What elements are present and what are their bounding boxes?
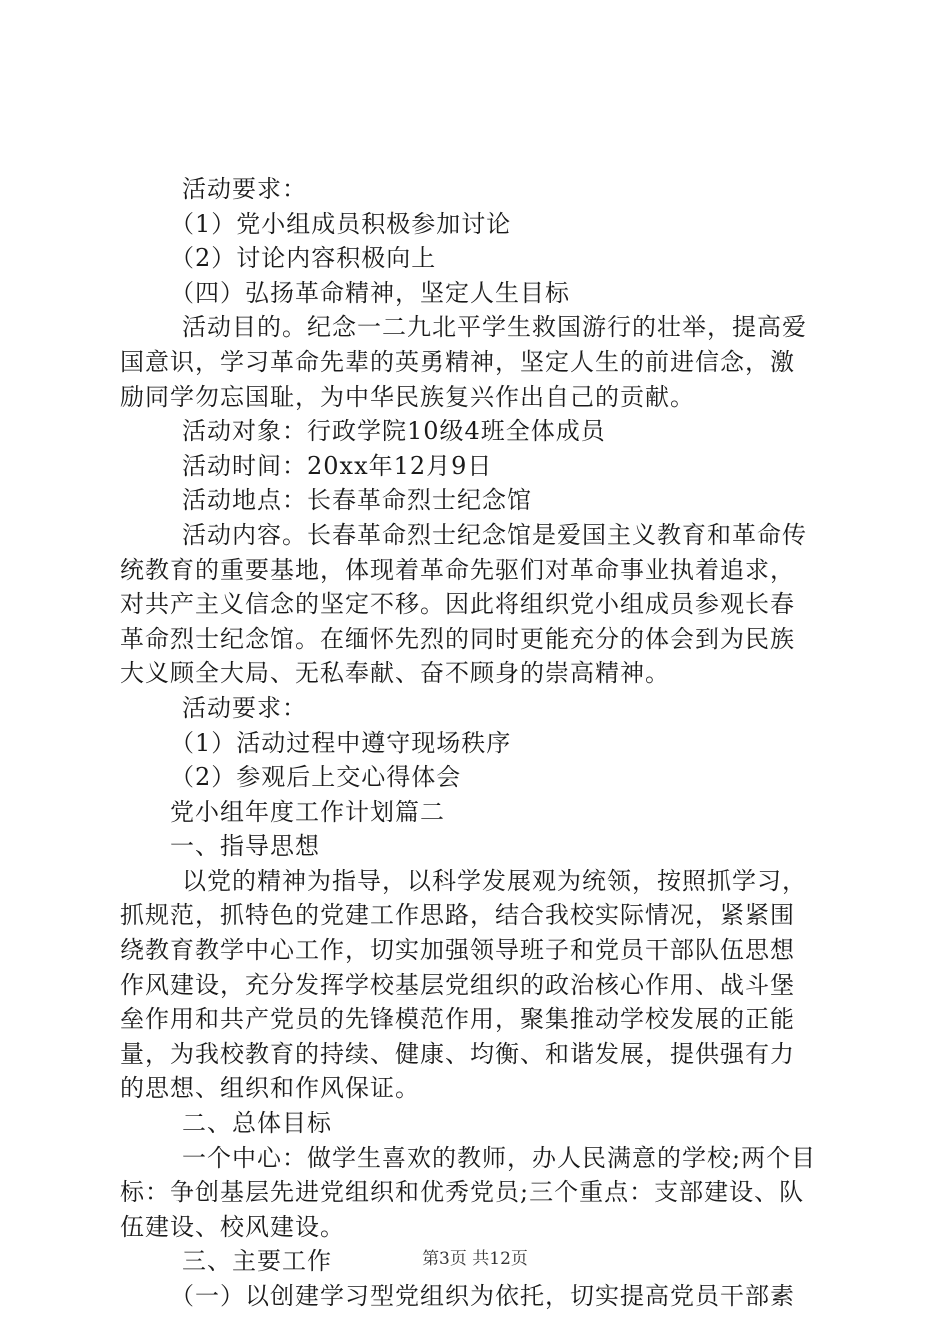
text-line: 以党的精神为指导，以科学发展观为统领，按照抓学习， xyxy=(182,866,807,895)
text-line: 党小组年度工作计划篇二 xyxy=(170,797,445,826)
text-line: 大义顾全大局、无私奉献、奋不顾身的崇高精神。 xyxy=(120,659,670,688)
text-line: （一）以创建学习型党组织为依托，切实提高党员干部素 xyxy=(170,1282,795,1310)
text-line: 对共产主义信念的坚定不移。因此将组织党小组成员参观长春 xyxy=(120,590,795,619)
text-line: 革命烈士纪念馆。在缅怀先烈的同时更能充分的体会到为民族 xyxy=(120,624,795,653)
text-line: （2）参观后上交心得体会 xyxy=(170,763,462,792)
text-line: 一个中心：做学生喜欢的教师，办人民满意的学校;两个目 xyxy=(182,1143,817,1172)
text-line: （1）活动过程中遵守现场秩序 xyxy=(170,728,512,757)
text-line: 国意识，学习革命先辈的英勇精神，坚定人生的前进信念，激 xyxy=(120,347,795,376)
text-line: 一、指导思想 xyxy=(170,832,320,861)
text-line: 统教育的重要基地，体现着革命先驱们对革命事业执着追求， xyxy=(120,555,795,584)
text-line: 垒作用和共产党员的先锋模范作用，聚集推动学校发展的正能 xyxy=(120,1005,795,1034)
text-line: 三、主要工作 xyxy=(182,1247,332,1276)
text-line: 作风建设，充分发挥学校基层党组织的政治核心作用、战斗堡 xyxy=(120,970,795,999)
text-line: 活动目的。纪念一二九北平学生救国游行的壮举，提高爱 xyxy=(182,313,807,342)
text-line: 活动时间：20xx年12月9日 xyxy=(182,451,493,480)
text-line: 伍建设、校风建设。 xyxy=(120,1212,345,1241)
text-line: 二、总体目标 xyxy=(182,1109,332,1138)
text-line: （2）讨论内容积极向上 xyxy=(170,244,437,273)
text-line: 活动内容。长春革命烈士纪念馆是爱国主义教育和革命传 xyxy=(182,520,807,549)
text-line: （四）弘扬革命精神，坚定人生目标 xyxy=(170,278,570,307)
text-line: 活动要求： xyxy=(182,175,307,203)
text-line: 励同学勿忘国耻，为中华民族复兴作出自己的贡献。 xyxy=(120,382,695,411)
text-line: 活动对象：行政学院10级4班全体成员 xyxy=(182,417,606,446)
text-line: 活动要求： xyxy=(182,693,307,722)
page-footer: 第3页 共12页 xyxy=(422,1249,528,1269)
document-body xyxy=(120,172,840,1314)
text-line: 活动地点：长春革命烈士纪念馆 xyxy=(182,486,532,515)
text-line: 的思想、组织和作风保证。 xyxy=(120,1074,420,1103)
text-line: （1）党小组成员积极参加讨论 xyxy=(170,209,512,238)
text-line: 绕教育教学中心工作，切实加强领导班子和党员干部队伍思想 xyxy=(120,936,795,965)
text-line: 标：争创基层先进党组织和优秀党员;三个重点：支部建设、队 xyxy=(120,1178,805,1207)
text-line: 抓规范，抓特色的党建工作思路，结合我校实际情况，紧紧围 xyxy=(120,901,795,930)
text-line: 量，为我校教育的持续、健康、均衡、和谐发展，提供强有力 xyxy=(120,1039,795,1068)
